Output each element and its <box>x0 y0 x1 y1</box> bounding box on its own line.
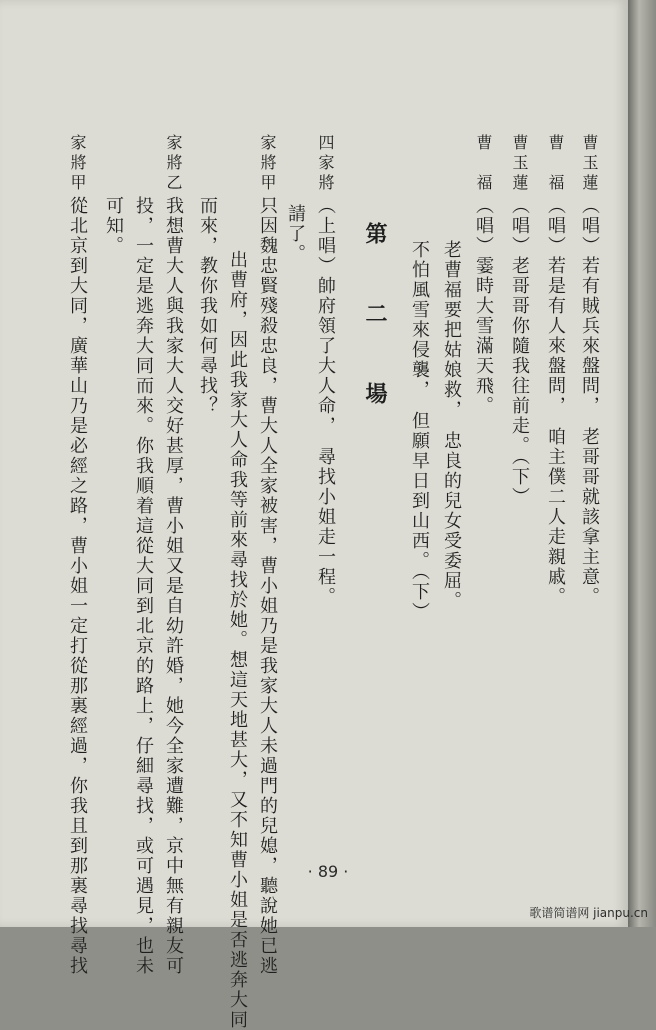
dialogue-line: 我想曹大人與我家大人交好甚厚，曹小姐又是自幼許婚，她今全家遭難，京中無有親友可 <box>162 196 184 976</box>
speaker-label: 家將乙 <box>162 134 184 194</box>
dialogue-line: （唱）老哥哥你隨我往前走。（下） <box>508 196 530 507</box>
dialogue-line: 從北京到大同，廣華山乃是必經之路，曹小姐一定打從那裏經過，你我且到那裏尋找尋找 <box>66 196 88 976</box>
dialogue-line: 只因魏忠賢殘殺忠良，曹大人全家被害，曹小姐乃是我家大人未過門的兒媳，聽說她已逃 <box>256 196 278 976</box>
speaker-label: 曹玉蓮 <box>578 134 600 194</box>
speaker-label: 曹 福 <box>472 134 494 194</box>
dialogue-line: （上唱）帥府領了大人命， 尋找小姐走一程。 <box>314 196 336 607</box>
dialogue-line: 不怕風雪來侵襲， 但願早日到山西。（下） <box>408 240 430 622</box>
dialogue-line: 請了。 <box>284 204 306 264</box>
dialogue-line: 可知。 <box>102 196 124 256</box>
speaker-label: 家將甲 <box>66 134 88 194</box>
dialogue-line: 投，一定是逃奔大同而來。你我順着這從大同到北京的路上，仔細尋找，或可遇見，也未 <box>132 196 154 976</box>
dialogue-line: 而來，教你我如何尋找？ <box>196 196 218 416</box>
speaker-label: 曹玉蓮 <box>508 134 530 194</box>
scene-title: 第 二 場 <box>364 222 386 422</box>
dialogue-line: （唱）若是有人來盤問， 咱主僕二人走親戚。 <box>544 196 566 607</box>
dialogue-line: 老曹福要把姑娘救， 忠良的兒女受委屈。 <box>440 240 462 611</box>
dialogue-line: 出曹府，因此我家大人命我等前來尋找於她。想這天地甚大，又不知曹小姐是否逃奔大同 <box>226 250 248 1030</box>
speaker-label: 四家將 <box>314 134 336 194</box>
page-edge <box>628 0 656 927</box>
dialogue-line: （唱）若有賊兵來盤問， 老哥哥就該拿主意。 <box>578 196 600 607</box>
page-number: · 89 · <box>0 862 656 881</box>
site-watermark: 歌谱简谱网 jianpu.cn <box>529 904 648 921</box>
speaker-label: 曹 福 <box>544 134 566 194</box>
dialogue-line: （唱）霎時大雪滿天飛。 <box>472 196 494 416</box>
speaker-label: 家將甲 <box>256 134 278 194</box>
